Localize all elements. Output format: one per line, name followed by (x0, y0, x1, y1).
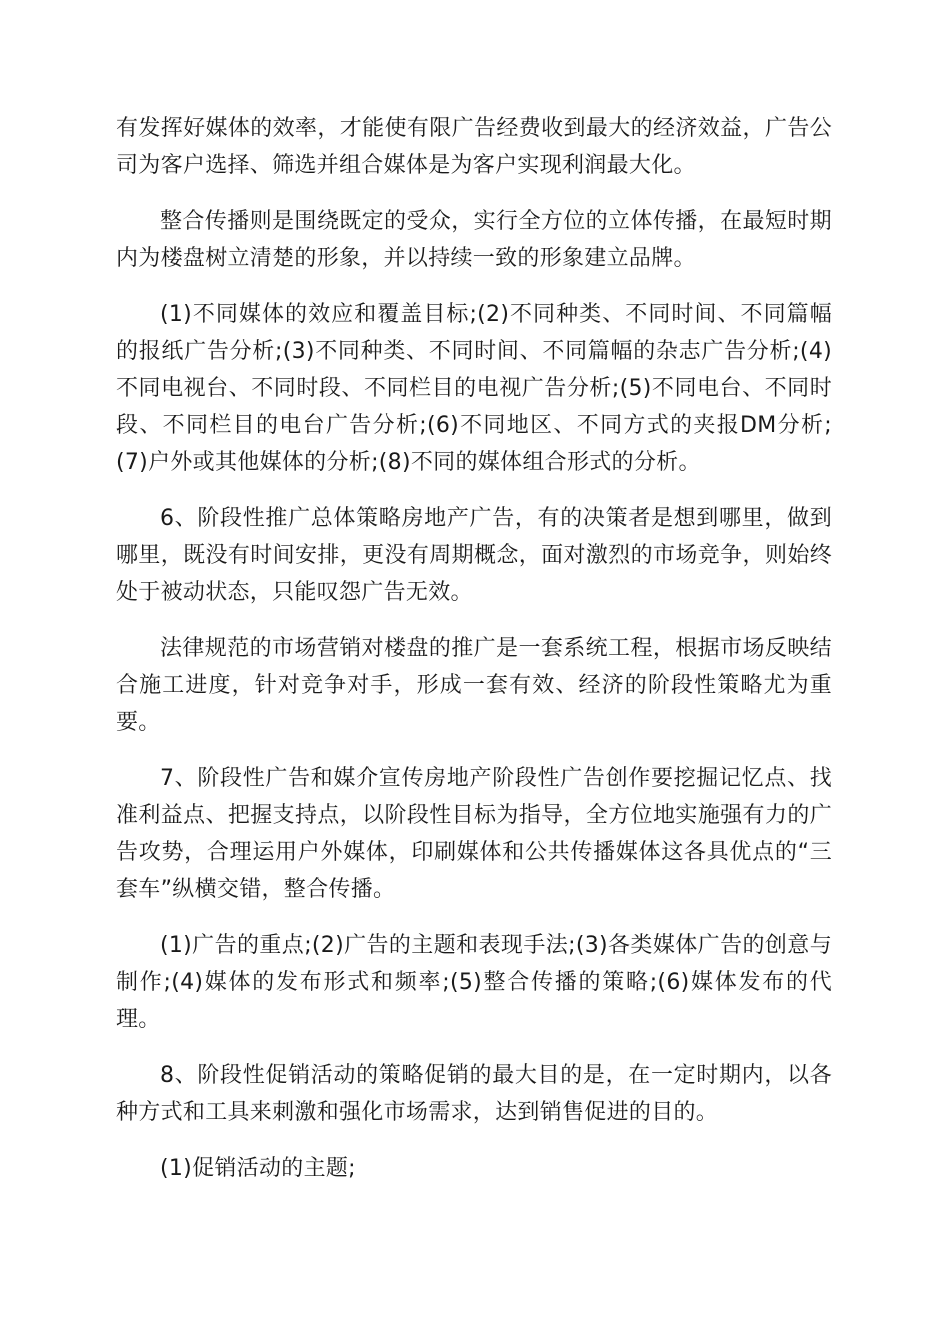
paragraph-section-6-heading: 6、阶段性推广总体策略房地产广告，有的决策者是想到哪里，做到哪里，既没有时间安排，更没有周期概念，面对激烈的市场竞争，则始终处于被动状态，只能叹怨广告无效。 (116, 506, 832, 605)
paragraph-integrated-communication: 整合传播则是围绕既定的受众，实行全方位的立体传播，在最短时期内为楼盘树立清楚的形象，并以持续一致的形象建立品牌。 (116, 209, 832, 271)
paragraph-media-efficiency: 有发挥好媒体的效率，才能使有限广告经费收到最大的经济效益，广告公司为客户选择、筛选并组合媒体是为客户实现利润最大化。 (116, 116, 832, 178)
document-body (116, 110, 832, 1206)
paragraph-advertising-list: (1)广告的重点;(2)广告的主题和表现手法;(3)各类媒体广告的创意与制作;(4)媒体的发布形式和频率;(5)整合传播的策略;(6)媒体发布的代理。 (116, 933, 832, 1032)
paragraph-promotion-theme: (1)促销活动的主题; (160, 1156, 356, 1181)
paragraph-media-analysis-list: (1)不同媒体的效应和覆盖目标;(2)不同种类、不同时间、不同篇幅的报纸广告分析;(3)不同种类、不同时间、不同篇幅的杂志广告分析;(4)不同电视台、不同时段、不同栏目的电视广告分析;(5)不同电台、不同时段、不同栏目的电台广告分析;(6)不同地区、不同方式的夹报DM分析;(7)户外或其他媒体的分析;(8)不同的媒体组合形式的分析。 (116, 302, 832, 475)
paragraph-section-7-heading: 7、阶段性广告和媒介宣传房地产阶段性广告创作要挖掘记忆点、找准利益点、把握支持点，以阶段性目标为指导，全方位地实施强有力的广告攻势，合理运用户外媒体，印刷媒体和公共传播媒体这各具优点的“三套车”纵横交错，整合传播。 (116, 766, 832, 902)
paragraph-marketing-system: 法律规范的市场营销对楼盘的推广是一套系统工程，根据市场反映结合施工进度，针对竞争对手，形成一套有效、经济的阶段性策略尤为重要。 (116, 636, 832, 735)
paragraph-section-8-heading: 8、阶段性促销活动的策略促销的最大目的是，在一定时期内，以各种方式和工具来刺激和强化市场需求，达到销售促进的目的。 (116, 1063, 832, 1125)
